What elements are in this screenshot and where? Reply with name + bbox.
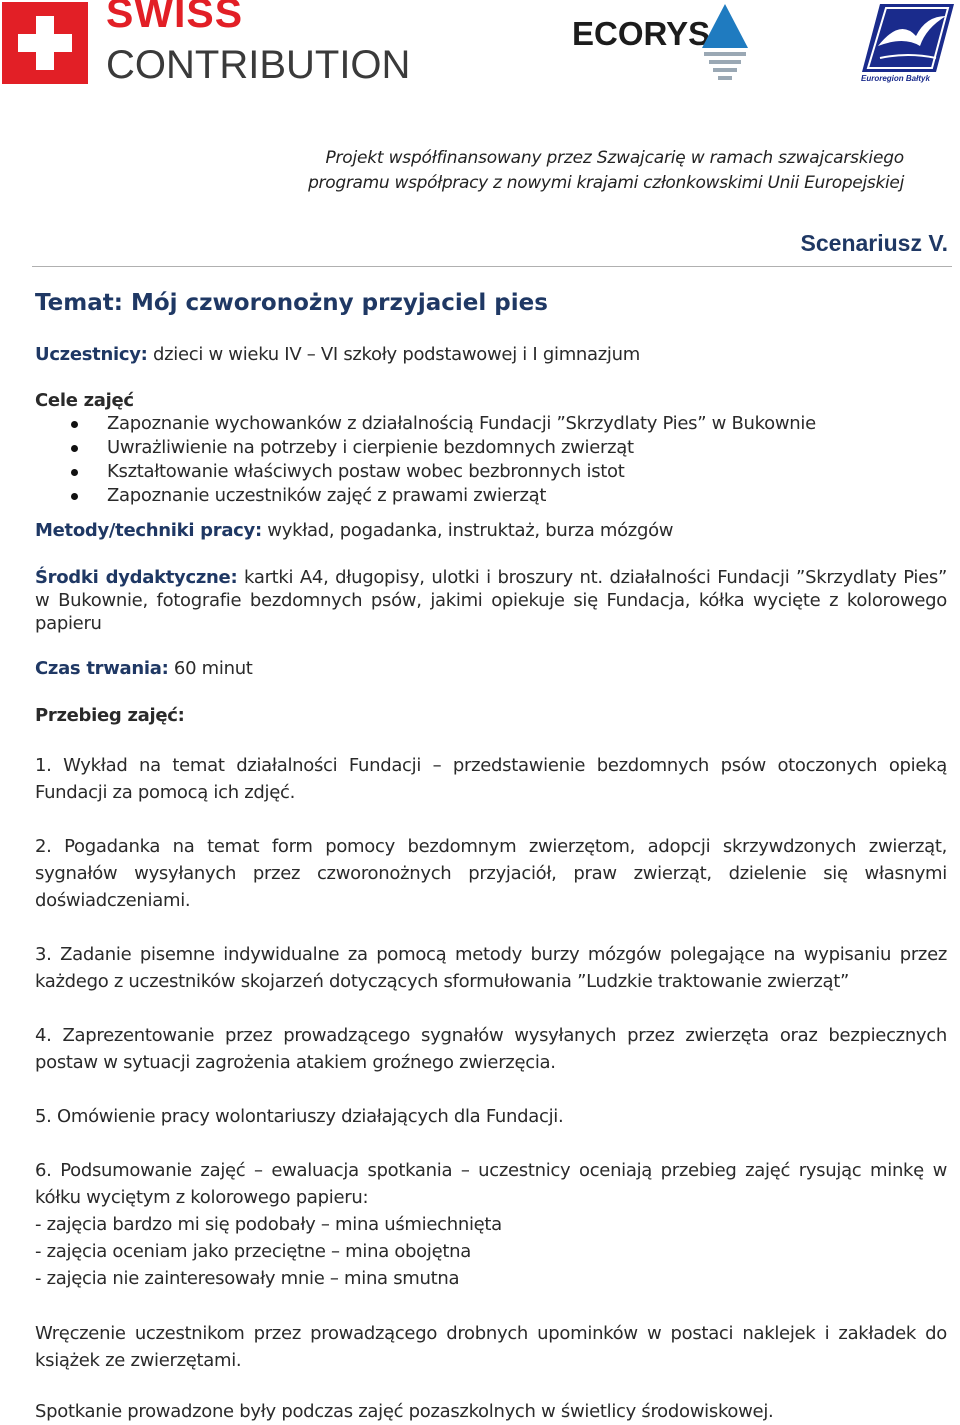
- participants-line: [35, 344, 640, 365]
- resources-label: Środki dydaktyczne:: [35, 567, 238, 588]
- resources-value: kartki A4, długopisy, ulotki i broszury nt. działalności Fundacji ”Skrzydlaty Pies” w Bukownie, fotografie bezdomnych psów, jakimi opiekuje się Fundacja, kółka wycięte z kolorowego papieru: [35, 567, 948, 634]
- ecorys-triangle-icon: [700, 4, 750, 86]
- methods-value: wykład, pogadanka, instruktaż, burza mózgów: [261, 520, 674, 541]
- contribution-logo-word: CONTRIBUTION: [106, 43, 411, 87]
- seagull-icon: [860, 2, 956, 74]
- topic-label: Temat:: [35, 290, 123, 316]
- rating-item: - zajęcia oceniam jako przeciętne – mina obojętna: [35, 1241, 471, 1262]
- course-heading: Przebieg zajęć:: [35, 705, 185, 726]
- swiss-cross-icon: [2, 2, 88, 84]
- bullet-icon: [71, 445, 78, 452]
- bullet-icon: [71, 493, 78, 500]
- rating-item: - zajęcia bardzo mi się podobały – mina uśmiechnięta: [35, 1214, 502, 1235]
- list-item: [35, 484, 816, 508]
- course-step-6: [35, 1157, 947, 1292]
- methods-label: Metody/techniki pracy:: [35, 520, 262, 541]
- cofinancing-note: [204, 146, 904, 196]
- topic-value: Mój czworonożny przyjaciel pies: [130, 290, 548, 316]
- resources-paragraph: [35, 566, 947, 635]
- list-item: [35, 412, 816, 436]
- participants-label: Uczestnicy:: [35, 344, 148, 365]
- bullet-icon: [71, 469, 78, 476]
- course-step-6-text: 6. Podsumowanie zajęć – ewaluacja spotkania – uczestnicy oceniają przebieg zajęć rysując minkę w kółku wyciętym z kolorowego papieru:: [35, 1160, 947, 1208]
- ecorys-logo-word: ECORYS: [572, 15, 711, 52]
- cofinancing-note-line-2: programu współpracy z nowymi krajami członkowskimi Unii Europejskiej: [308, 173, 904, 193]
- swiss-contribution-logo: [0, 0, 430, 87]
- header-divider: [32, 266, 952, 267]
- duration-line: [35, 658, 253, 679]
- duration-value: 60 minut: [168, 658, 253, 679]
- cofinancing-note-line-1: Projekt współfinansowany przez Szwajcarię w ramach szwajcarskiego: [325, 148, 904, 168]
- goal-text: Uwrażliwienie na potrzeby i cierpienie bezdomnych zwierząt: [107, 437, 634, 458]
- course-step-3: 3. Zadanie pisemne indywidualne za pomocą metody burzy mózgów polegające na wypisaniu przez każdego z uczestników skojarzeń dotyczących sformułowania ”Ludzkie traktowanie zwierząt”: [35, 944, 947, 992]
- logo-bar: [0, 0, 960, 90]
- euroregion-caption: Euroregion Bałtyk: [861, 74, 930, 83]
- course-step-2: 2. Pogadanka na temat form pomocy bezdomnym zwierzętom, adopcji skrzywdzonych zwierząt, sygnałów wysyłanych przez czworonożnych przyjaciół, praw zwierząt, dzielenie się własnymi doświadczeniami.: [35, 836, 947, 911]
- gifts-paragraph: Wręczenie uczestnikom przez prowadzącego drobnych upominków w postaci naklejek i zakładek do książek ze zwierzętami.: [35, 1323, 947, 1371]
- goal-text: Zapoznanie uczestników zajęć z prawami zwierząt: [107, 485, 547, 506]
- euroregion-baltyk-logo: [860, 2, 956, 88]
- goal-text: Kształtowanie właściwych postaw wobec bezbronnych istot: [107, 461, 625, 482]
- page-title: [35, 290, 548, 316]
- course-step-5: 5. Omówienie pracy wolontariuszy działających dla Fundacji.: [35, 1106, 564, 1127]
- list-item: [35, 436, 816, 460]
- course-step-1: 1. Wykład na temat działalności Fundacji – przedstawienie bezdomnych psów otoczonych opieką Fundacji za pomocą ich zdjęć.: [35, 755, 947, 803]
- scenario-label: Scenariusz V.: [800, 230, 948, 256]
- goals-list: [35, 412, 816, 508]
- duration-label: Czas trwania:: [35, 658, 169, 679]
- course-step-4: 4. Zaprezentowanie przez prowadzącego sygnałów wysyłanych przez zwierzęta oraz bezpiecznych postaw w sytuacji zagrożenia atakiem groźnego zwierzęcia.: [35, 1025, 947, 1073]
- goals-heading: Cele zajęć: [35, 390, 134, 411]
- rating-item: - zajęcia nie zainteresowały mnie – mina smutna: [35, 1268, 460, 1289]
- bullet-icon: [71, 421, 78, 428]
- ecorys-logo: [572, 4, 752, 86]
- swiss-logo-word: SWISS: [106, 0, 244, 36]
- list-item: [35, 460, 816, 484]
- closing-paragraph: Spotkanie prowadzone były podczas zajęć pozaszkolnych w świetlicy środowiskowej.: [35, 1401, 774, 1422]
- participants-value: dzieci w wieku IV – VI szkoły podstawowej i I gimnazjum: [147, 344, 640, 365]
- methods-line: [35, 520, 673, 541]
- goal-text: Zapoznanie wychowanków z działalnością Fundacji ”Skrzydlaty Pies” w Bukownie: [107, 413, 816, 434]
